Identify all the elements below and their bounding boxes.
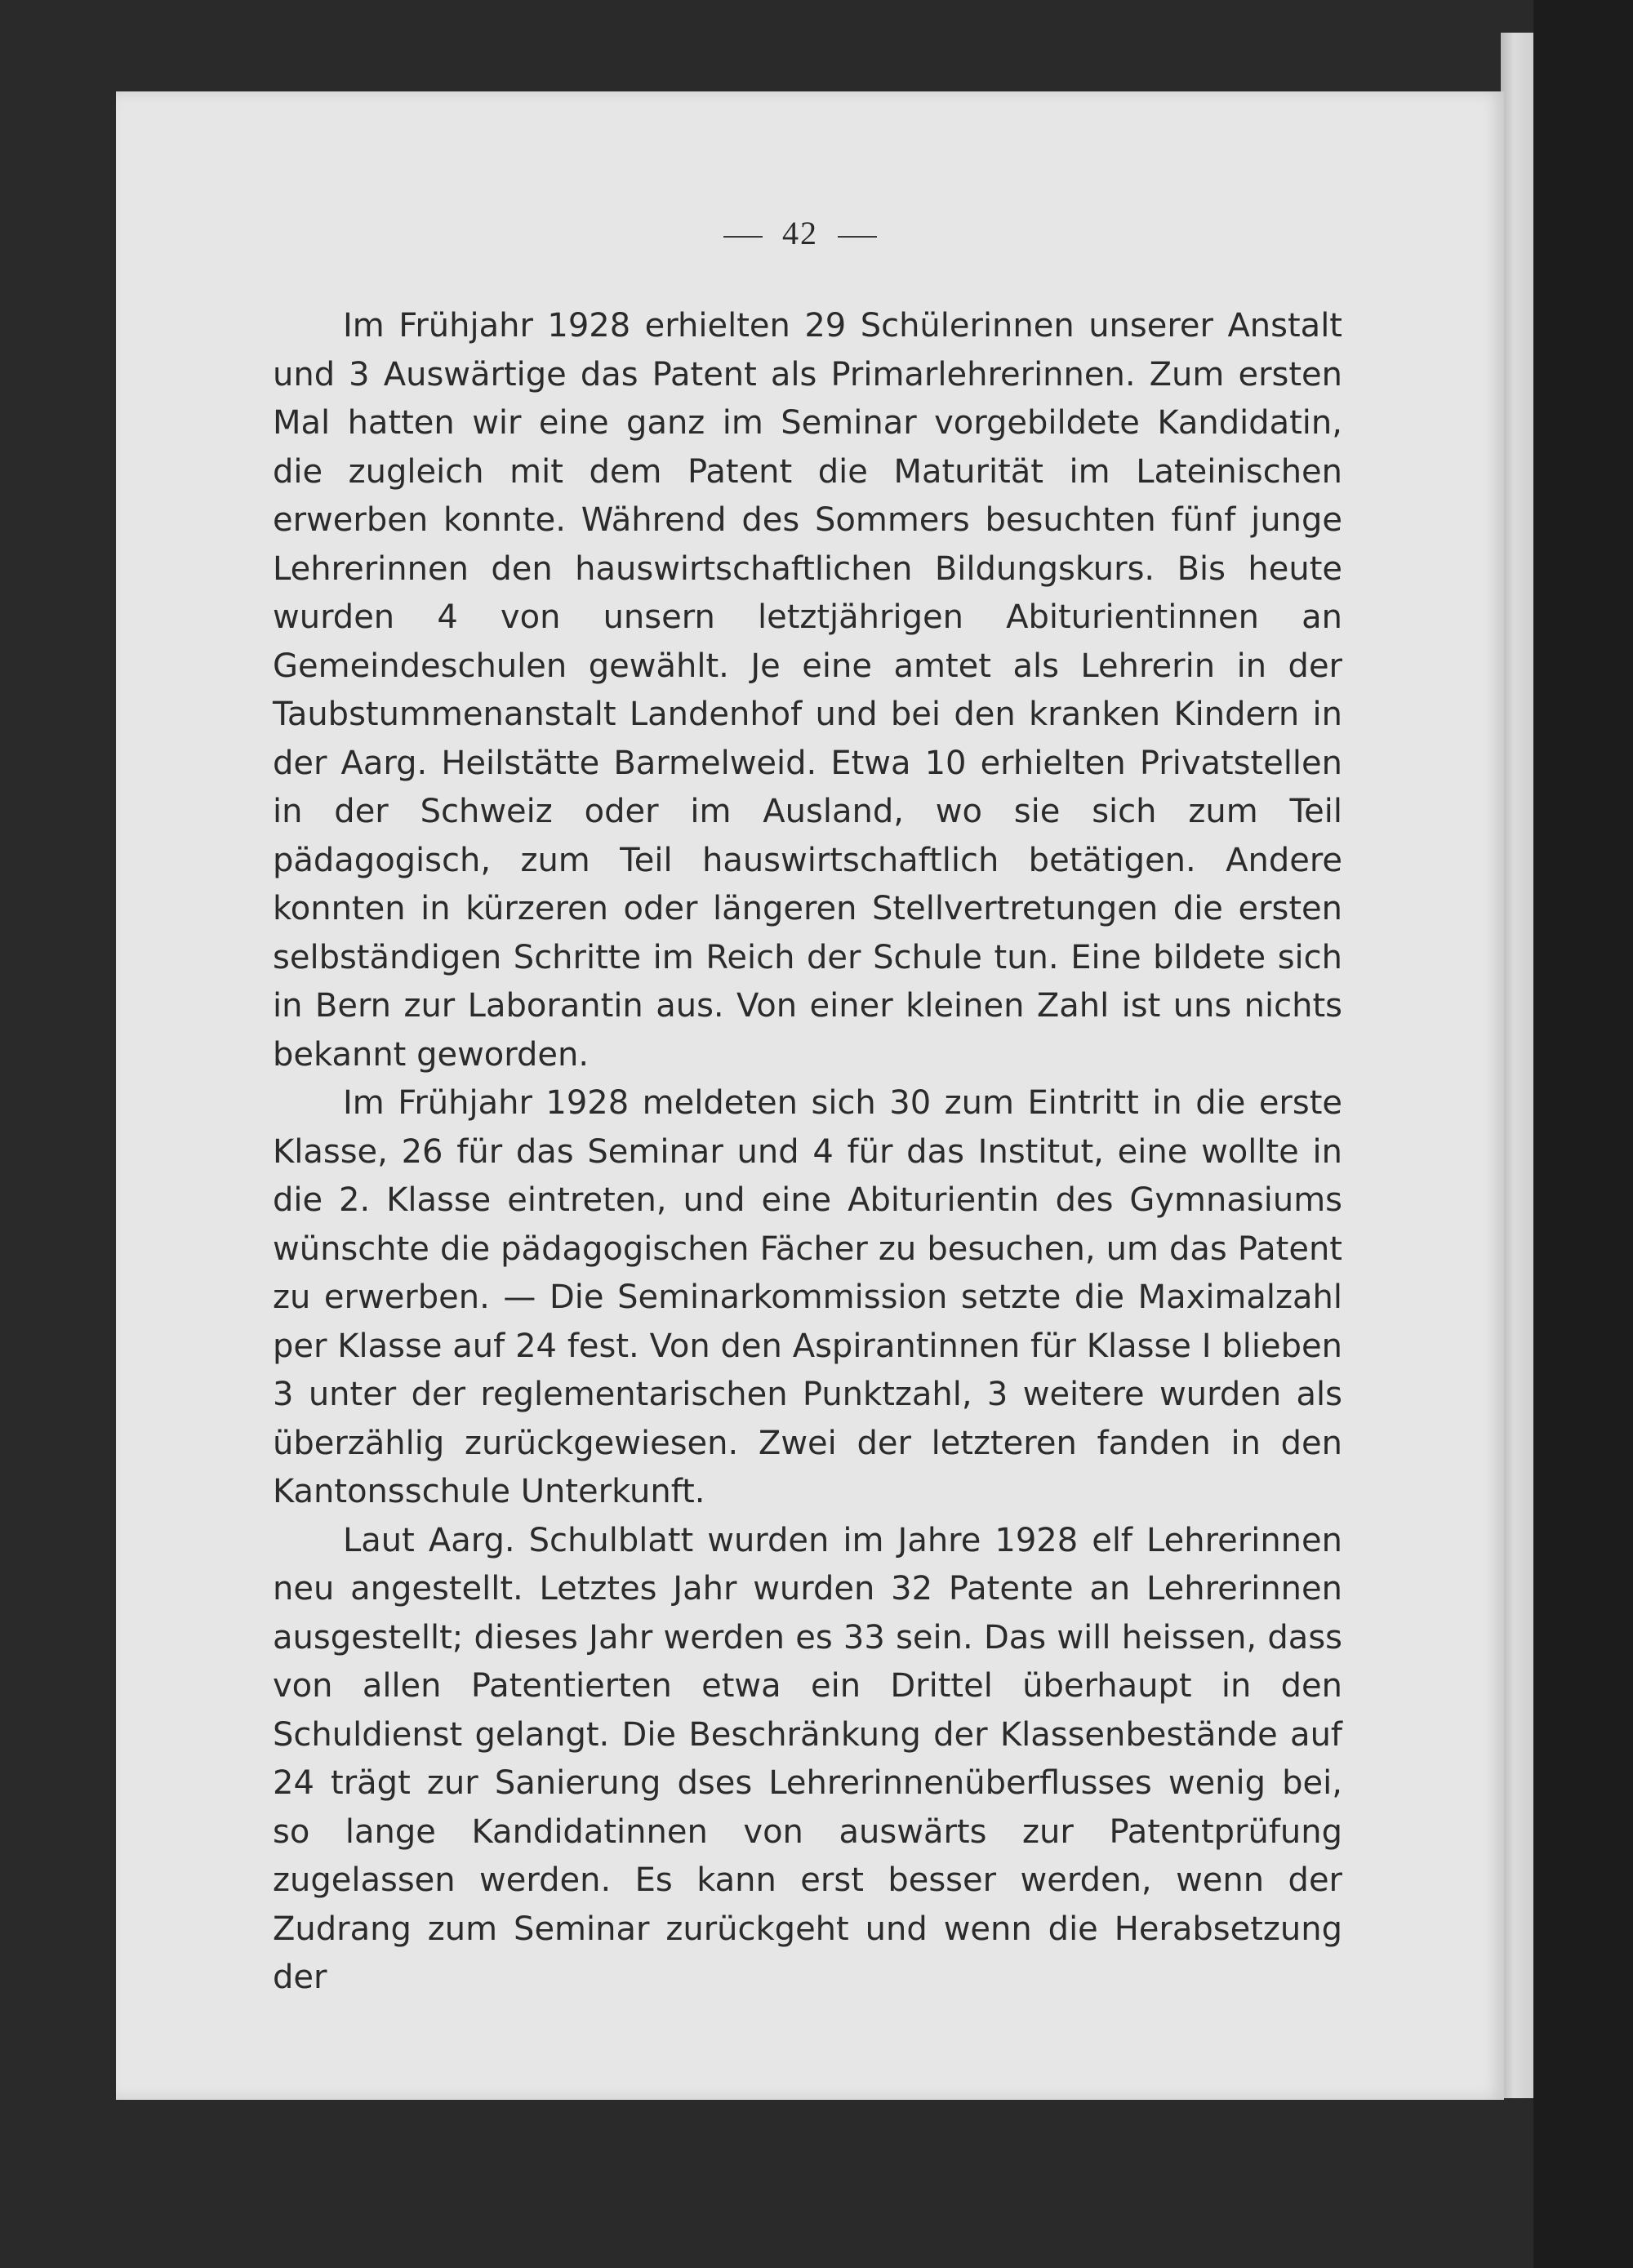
paragraph-employment: Laut Aarg. Schulblatt wurden im Jahre 1928 elf Lehrerinnen neu angestellt. Letztes Jahr wurden 32 Patente an Lehrerinnen ausgestellt; dieses Jahr werden es 33 sein. Das will heissen, dass von allen Patentierten etwa ein Drittel überhaupt in den Schuldienst gelangt. Die Beschränkung der Klassenbestände auf 24 trägt zur Sanierung dses Lehrerinnenüberflusses wenig bei, so lange Kandidatinnen von auswärts zur Patentprüfung zugelassen werden. Es kann erst besser werden, wenn der Zudrang zum Seminar zurückgeht und wenn die Herabsetzung der [273,1521,1342,1996]
paragraph-graduates: Im Frühjahr 1928 erhielten 29 Schülerinnen unserer Anstalt und 3 Auswärtige das Patent als Primarlehrerinnen. Zum ersten Mal hatten wir eine ganz im Seminar vorgebildete Kandidatin, die zugleich mit dem Patent die Maturität im Lateinischen erwerben konnte. Während des Sommers besuchten fünf junge Lehrerinnen den hauswirtschaftlichen Bildungskurs. Bis heute wurden 4 von unsern letztjährigen Abiturientinnen an Gemeindeschulen gewählt. Je eine amtet als Lehrerin in der Taubstummenanstalt Landenhof und bei den kranken Kindern in der Aarg. Heilstätte Barmelweid. Etwa 10 erhielten Privatstellen in der Schweiz oder im Ausland, wo sie sich zum Teil pädagogisch, zum Teil hauswirtschaftlich betätigen. Andere konnten in kürzeren oder längeren Stellvertretungen die ersten selbständigen Schritte im Reich der Schule tun. Eine bildete sich in Bern zur Laborantin aus. Von einer kleinen Zahl ist uns nichts bekannt geworden. [273,307,1342,1074]
page-number-value: 42 [782,215,818,251]
paragraph-admissions: Im Frühjahr 1928 meldeten sich 30 zum Eintritt in die erste Klasse, 26 für das Seminar und 4 für das Institut, eine wollte in die 2. Klasse eintreten, und eine Abiturientin des Gymnasiums wünschte die pädagogischen Fächer zu besuchen, um das Patent zu erwerben. — Die Seminarkommission setzte die Maximalzahl per Klasse auf 24 fest. Von den Aspirantinnen für Klasse I blieben 3 unter der reglementarischen Punktzahl, 3 weitere wurden als überzählig zurückgewiesen. Zwei der letzteren fanden in den Kantonsschule Unterkunft. [273,1084,1342,1510]
facing-page-edge [1501,33,1533,2098]
page-number-dash-right [838,236,877,238]
scan-border-right [1533,0,1633,2268]
page-number [0,214,1600,252]
body-text [273,302,1342,2003]
page-number-dash-left [723,236,763,238]
